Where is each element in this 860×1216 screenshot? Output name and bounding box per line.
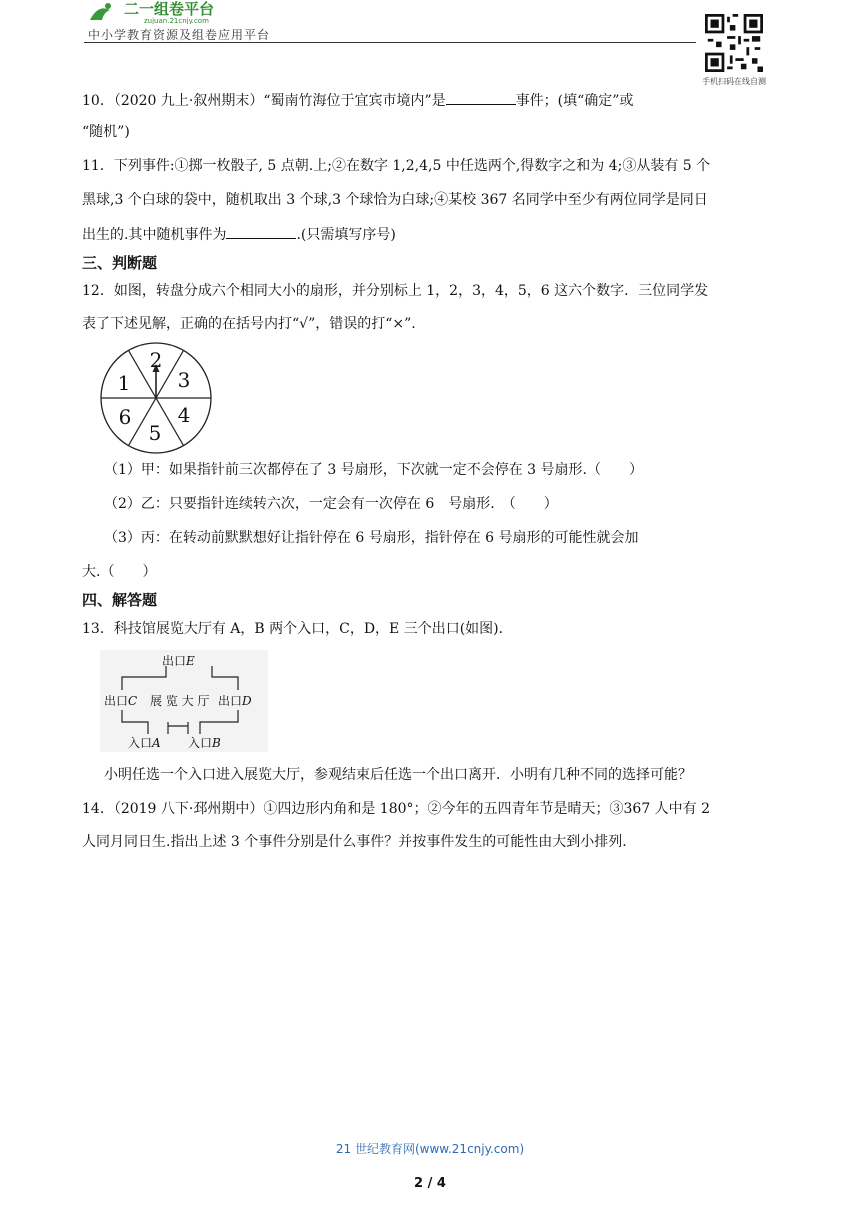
q11-line2: 黑球,3 个白球的袋中，随机取出 3 个球,3 个球恰为白球;④某校 367 名同学中至少有两位同学是同日 <box>82 192 708 208</box>
svg-text:出口E <box>162 653 195 668</box>
entry-b-label: 入口 <box>188 736 213 750</box>
sector-label-2: 2 <box>149 348 163 372</box>
q10-line2: “随机”) <box>82 124 130 140</box>
svg-text:出口C <box>104 693 137 708</box>
q14-line1: 14．（2019 八下·邳州期中）①四边形内角和是 180°；②今年的五四青年节是晴天；③367 人中有 2 <box>82 801 711 817</box>
sector-label-3: 3 <box>177 368 191 392</box>
section-judgement-heading: 三、判断题 <box>82 254 158 272</box>
q11-suffix: .(只需填写序号) <box>296 227 396 243</box>
q12-sub3: （3）丙：在转动前默默想好让指针停在 6 号扇形，指针停在 6 号扇形的可能性就会加 <box>104 530 639 546</box>
logo-url: zujuan.21cnjy.com <box>144 17 209 24</box>
entry-a-label: 入口 <box>128 736 153 750</box>
exit-c-label: 出口 <box>104 694 129 708</box>
svg-text:入口A <box>128 736 161 750</box>
entry-b-letter: B <box>212 736 221 750</box>
q12-sub3-cont: 大.（ ） <box>82 564 157 580</box>
q14-line2: 人同月同日生.指出上述 3 个事件分别是什么事件？并按事件发生的可能性由大到小排列. <box>82 834 627 850</box>
sector-label-4: 4 <box>177 403 191 427</box>
header-divider <box>84 42 696 43</box>
q13-line2: 小明任选一个入口进入展览大厅，参观结束后任选一个出口离开．小明有几种不同的选择可能？ <box>104 767 692 783</box>
q10-prefix: 10．（2020 九上·叙州期末）“蜀南竹海位于宜宾市境内”是 <box>82 93 446 109</box>
logo-text: 二一组卷平台 <box>124 0 215 18</box>
q13-line1: 13．科技馆展览大厅有 A，B 两个入口，C，D，E 三个出口(如图)． <box>82 621 513 637</box>
q11-prefix: 出生的.其中随机事件为 <box>82 227 227 243</box>
entry-a-letter: A <box>152 736 161 750</box>
q11-answer-blank[interactable] <box>226 223 296 239</box>
q12-line1: 12．如图，转盘分成六个相同大小的扇形，并分别标上 1，2，3，4，5，6 这六个数字．三位同学发 <box>82 283 709 299</box>
qr-code-icon[interactable] <box>705 14 763 72</box>
q12-line2: 表了下述见解，正确的在括号内打“√”，错误的打“×”. <box>82 316 416 332</box>
exit-e-letter: E <box>186 654 195 668</box>
exit-e-label: 出口 <box>162 654 187 668</box>
svg-text:入口B <box>188 736 221 750</box>
header-subtitle: 中小学教育资源及组卷应用平台 <box>88 28 271 42</box>
exhibition-hall-diagram <box>100 650 268 752</box>
sector-label-6: 6 <box>118 405 132 429</box>
footer-website-link[interactable]: 21 世纪教育网(www.21cnjy.com) <box>335 1142 525 1156</box>
qr-caption: 手机扫码在线自测 <box>702 77 766 86</box>
exit-d-label: 出口 <box>218 694 243 708</box>
sector-label-5: 5 <box>148 421 162 445</box>
q10-answer-blank[interactable] <box>446 89 516 105</box>
q12-sub2: （2）乙：只要指针连续转六次，一定会有一次停在 6 号扇形. （ ） <box>104 496 558 512</box>
section-answer-heading: 四、解答题 <box>82 591 158 609</box>
hall-label: 展 览 大 厅 <box>150 694 210 708</box>
q11-line1: 11．下列事件:①掷一枚骰子, 5 点朝.上;②在数字 1,2,4,5 中任选两个,得数字之和为 4;③从装有 5 个 <box>82 158 711 174</box>
question-10 <box>82 89 633 111</box>
q12-sub1: （1）甲：如果指针前三次都停在了 3 号扇形，下次就一定不会停在 3 号扇形.（ ） <box>104 462 643 478</box>
question-11-line3 <box>82 223 396 245</box>
sector-label-1: 1 <box>117 371 131 395</box>
q10-suffix: 事件；(填“确定”或 <box>515 93 634 109</box>
platform-logo <box>84 0 274 24</box>
exit-d-letter: D <box>242 694 252 708</box>
svg-text:出口D <box>218 693 252 708</box>
exit-c-letter: C <box>128 694 138 708</box>
spinner-diagram <box>98 340 214 456</box>
page-number: 2 / 4 <box>414 1176 446 1191</box>
